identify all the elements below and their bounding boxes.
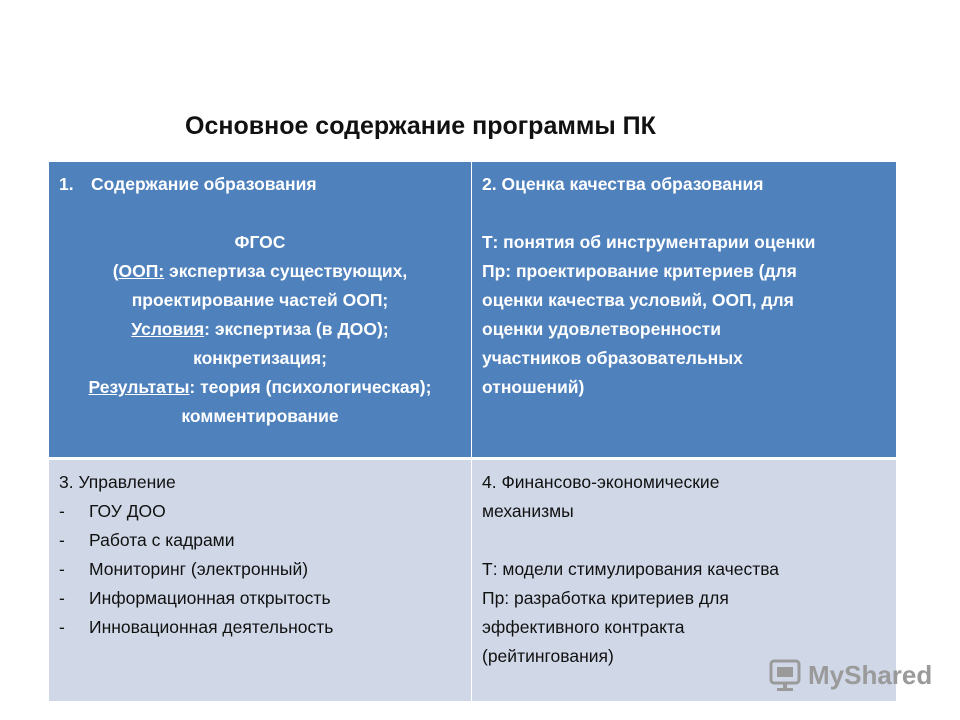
cell-heading: 2. Оценка качества образования [482, 174, 764, 194]
text-line: Пр: разработка критериев для [482, 588, 729, 608]
conditions-line: Условия: экспертиза (в ДОО); [131, 319, 389, 339]
text-line: участников образовательных [482, 348, 743, 368]
text-line: Т: модели стимулирования качества [482, 559, 780, 579]
content-table [49, 162, 896, 701]
oop-label: ООП: [118, 261, 165, 281]
text-line: Пр: проектирование критериев (для [482, 261, 797, 281]
text-line: отношений) [482, 377, 585, 397]
results-label: Результаты [88, 377, 190, 397]
text-line: (рейтингования) [482, 646, 614, 666]
management-list [59, 497, 461, 642]
list-item: - ГОУ ДОО [59, 501, 166, 521]
cell-management [49, 460, 472, 701]
presentation-icon [768, 658, 802, 692]
results-line: Результаты: теория (психологическая); [88, 377, 432, 397]
text-line: эффективного контракта [482, 617, 685, 637]
watermark-text: MyShared [808, 659, 933, 690]
conditions-label: Условия [131, 319, 205, 339]
cell-heading: 4. Финансово-экономические [482, 472, 720, 492]
text-line: комментирование [181, 406, 339, 426]
cell-education-content [49, 162, 472, 460]
fgos-label: ФГОС [234, 232, 286, 252]
cell-quality-assessment [472, 162, 896, 460]
page-title: Основное содержание программы ПК [185, 112, 656, 140]
cell-heading-cont: механизмы [482, 501, 574, 521]
list-item: - Работа с кадрами [59, 530, 235, 550]
watermark [768, 658, 932, 692]
text-line: Т: понятия об инструментарии оценки [482, 232, 816, 252]
text-line: оценки удовлетворенности [482, 319, 722, 339]
text-line: конкретизация; [193, 348, 327, 368]
list-item: - Информационная открытость [59, 588, 331, 608]
cell-heading: 3. Управление [59, 472, 176, 492]
text-line: оценки качества условий, ООП, для [482, 290, 794, 310]
cell-number: 1. [59, 174, 74, 194]
list-item: - Инновационная деятельность [59, 617, 334, 637]
list-item: - Мониторинг (электронный) [59, 559, 309, 579]
text-line: проектирование частей ООП; [131, 290, 389, 310]
cell-heading: Содержание образования [91, 174, 317, 194]
oop-line: (ООП: экспертиза существующих, [112, 261, 408, 281]
